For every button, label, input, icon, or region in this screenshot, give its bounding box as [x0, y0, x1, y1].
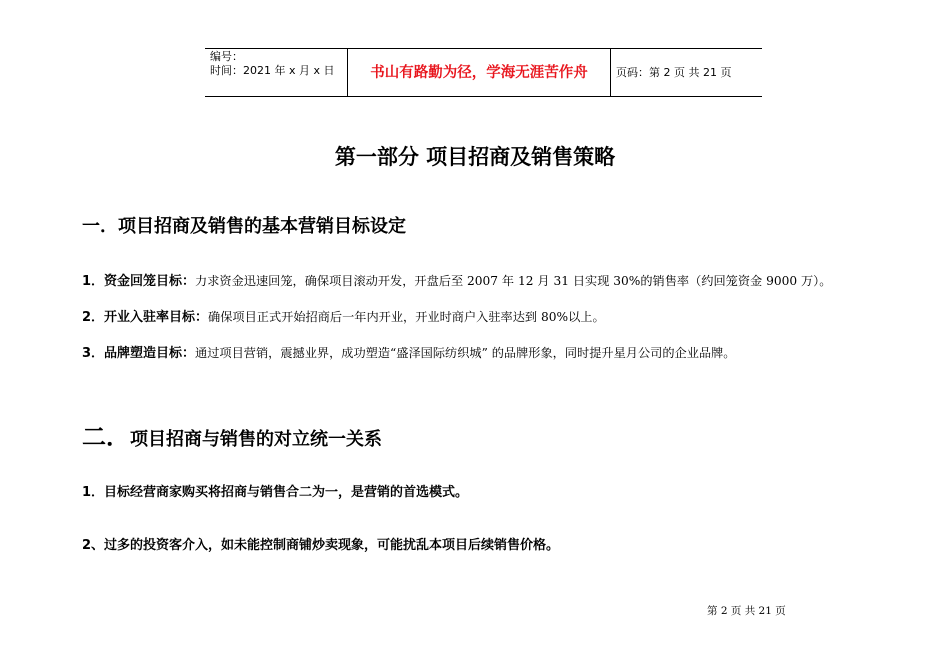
header-bottom-rule — [205, 96, 762, 97]
goal-item-label: 3．品牌塑造目标： — [82, 346, 196, 361]
section-2-title: 项目招商与销售的对立统一关系 — [130, 429, 382, 450]
goal-item-text: 通过项目营销，震撼业界，成功塑造“盛泽国际纺织城” 的品牌形象，同时提升星月公司的企业品牌。 — [195, 346, 736, 360]
relation-point-1: 1．目标经营商家购买将招商与销售合二为一，是营销的首选模式。 — [82, 485, 469, 500]
relation-point-2: 2、过多的投资客介入，如未能控制商铺炒卖现象，可能扰乱本项目后续销售价格。 — [82, 538, 560, 553]
header-motto: 书山有路勤为径，学海无涯苦作舟 — [370, 65, 588, 81]
header-top-rule — [205, 48, 762, 49]
section-2-number: 二． — [82, 423, 130, 451]
section-2-heading — [82, 425, 382, 452]
goal-item-occupancy — [82, 308, 605, 327]
footer-page-number: 第 2 页 共 21 页 — [707, 605, 786, 617]
header-time-label: 时间：2021 年 x 月 x 日 — [210, 64, 335, 77]
goal-item-capital — [82, 272, 831, 291]
section-1-heading: 一．项目招商及销售的基本营销目标设定 — [82, 216, 406, 237]
goal-item-label: 2．开业入驻率目标： — [82, 310, 209, 325]
header-divider-right — [610, 48, 611, 96]
goal-item-brand — [82, 344, 735, 363]
goal-item-text: 确保项目正式开始招商后一年内开业，开业时商户入驻率达到 80%以上。 — [208, 310, 605, 324]
goal-item-text: 力求资金迅速回笼，确保项目滚动开发，开盘后至 2007 年 12 月 31 日实现 30%的销售率（约回笼资金 9000 万）。 — [195, 274, 832, 288]
goal-item-label: 1．资金回笼目标： — [82, 274, 196, 289]
header-meta — [210, 50, 335, 78]
header-page-code: 页码：第 2 页 共 21 页 — [616, 66, 732, 79]
header-number-label: 编号： — [210, 50, 243, 63]
document-title: 第一部分 项目招商及销售策略 — [334, 145, 616, 169]
